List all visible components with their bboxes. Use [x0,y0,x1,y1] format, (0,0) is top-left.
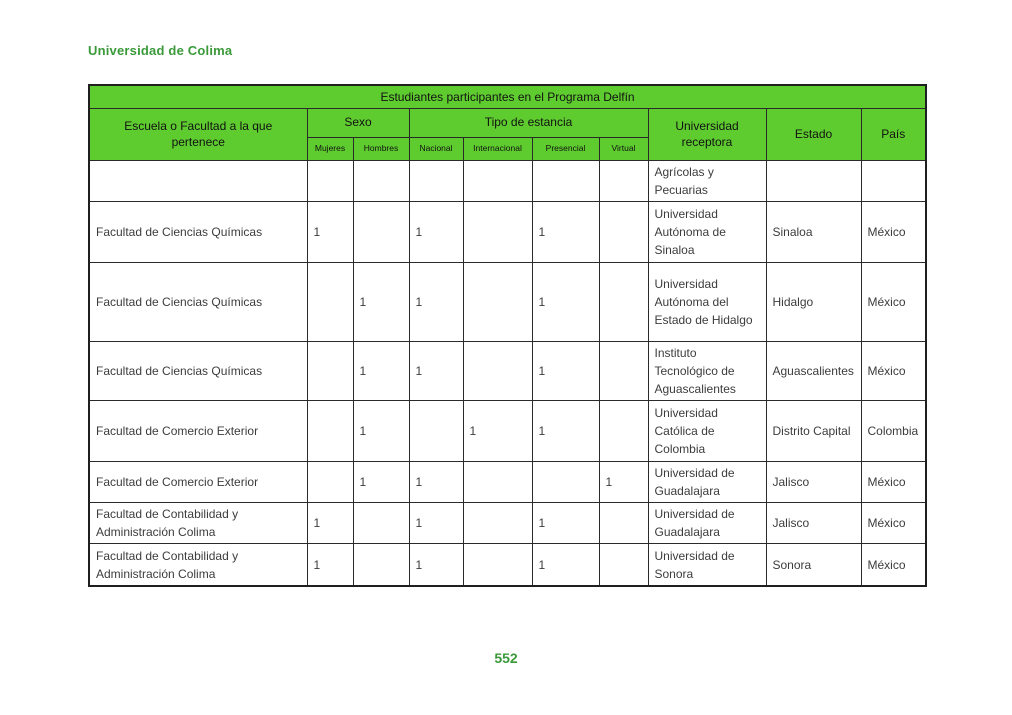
cell-universidad: Universidad de Guadalajara [648,503,766,544]
cell-mujeres [307,161,353,202]
col-header-pais: País [861,109,926,161]
col-header-universidad-receptora: Universidad receptora [648,109,766,161]
cell-hombres: 1 [353,462,409,503]
cell-virtual [599,503,648,544]
cell-virtual: 1 [599,462,648,503]
cell-virtual [599,342,648,401]
cell-virtual [599,161,648,202]
cell-presencial: 1 [532,401,599,462]
cell-nacional: 1 [409,263,463,342]
cell-hombres [353,544,409,587]
col-header-internacional: Internacional [463,138,532,161]
col-header-hombres: Hombres [353,138,409,161]
cell-hombres: 1 [353,263,409,342]
cell-estado: Hidalgo [766,263,861,342]
cell-internacional [463,503,532,544]
cell-virtual [599,202,648,263]
cell-pais: México [861,263,926,342]
cell-hombres [353,202,409,263]
table-title: Estudiantes participantes en el Programa Delfín [89,85,926,109]
cell-presencial: 1 [532,263,599,342]
cell-nacional: 1 [409,202,463,263]
cell-pais: México [861,342,926,401]
table-row [89,503,926,544]
cell-escuela: Facultad de Ciencias Químicas [89,202,307,263]
header-row-groups [89,109,926,138]
cell-mujeres [307,342,353,401]
cell-internacional [463,161,532,202]
col-header-estado: Estado [766,109,861,161]
cell-escuela: Facultad de Contabilidad y Administración Colima [89,503,307,544]
col-header-tipo-estancia: Tipo de estancia [409,109,648,138]
cell-estado: Aguascalientes [766,342,861,401]
cell-estado: Distrito Capital [766,401,861,462]
cell-estado: Sinaloa [766,202,861,263]
cell-presencial [532,161,599,202]
cell-mujeres: 1 [307,202,353,263]
cell-internacional [463,544,532,587]
cell-mujeres: 1 [307,503,353,544]
cell-escuela: Facultad de Ciencias Químicas [89,342,307,401]
page-number: 552 [494,650,518,666]
table-body [89,161,926,587]
col-header-sexo: Sexo [307,109,409,138]
cell-presencial: 1 [532,544,599,587]
table-row [89,161,926,202]
col-header-nacional: Nacional [409,138,463,161]
cell-escuela: Facultad de Contabilidad y Administración Colima [89,544,307,587]
cell-nacional [409,161,463,202]
cell-escuela: Facultad de Comercio Exterior [89,462,307,503]
table-row [89,401,926,462]
cell-mujeres [307,263,353,342]
cell-universidad: Universidad Autónoma del Estado de Hidalgo [648,263,766,342]
cell-nacional: 1 [409,462,463,503]
cell-presencial [532,462,599,503]
cell-estado: Jalisco [766,503,861,544]
cell-presencial: 1 [532,202,599,263]
cell-presencial: 1 [532,342,599,401]
cell-internacional [463,263,532,342]
col-header-virtual: Virtual [599,138,648,161]
cell-pais: México [861,462,926,503]
cell-internacional: 1 [463,401,532,462]
cell-pais: México [861,544,926,587]
cell-pais: Colombia [861,401,926,462]
cell-internacional [463,462,532,503]
cell-escuela: Facultad de Comercio Exterior [89,401,307,462]
cell-hombres [353,161,409,202]
cell-hombres: 1 [353,401,409,462]
cell-nacional: 1 [409,503,463,544]
delfin-participants-table [88,84,927,587]
cell-estado: Sonora [766,544,861,587]
cell-presencial: 1 [532,503,599,544]
col-header-escuela: Escuela o Facultad a la que pertenece [89,109,307,161]
col-header-mujeres: Mujeres [307,138,353,161]
cell-virtual [599,401,648,462]
cell-estado: Jalisco [766,462,861,503]
cell-internacional [463,342,532,401]
cell-pais: México [861,503,926,544]
table-row [89,462,926,503]
cell-estado [766,161,861,202]
cell-mujeres [307,462,353,503]
cell-mujeres [307,401,353,462]
cell-universidad: Universidad Autónoma de Sinaloa [648,202,766,263]
table-row [89,544,926,587]
cell-universidad: Agrícolas y Pecuarias [648,161,766,202]
cell-hombres: 1 [353,342,409,401]
cell-universidad: Universidad Católica de Colombia [648,401,766,462]
cell-internacional [463,202,532,263]
cell-nacional: 1 [409,544,463,587]
cell-escuela: Facultad de Ciencias Químicas [89,263,307,342]
cell-universidad: Universidad de Guadalajara [648,462,766,503]
document-header-text: Universidad de Colima [88,43,233,58]
cell-escuela [89,161,307,202]
cell-virtual [599,263,648,342]
cell-mujeres: 1 [307,544,353,587]
cell-universidad: Instituto Tecnológico de Aguascalientes [648,342,766,401]
cell-nacional [409,401,463,462]
cell-hombres [353,503,409,544]
cell-virtual [599,544,648,587]
col-header-presencial: Presencial [532,138,599,161]
cell-pais [861,161,926,202]
cell-pais: México [861,202,926,263]
table-row [89,202,926,263]
table-row [89,263,926,342]
table-row [89,342,926,401]
table-header [89,85,926,161]
table-title-row [89,85,926,109]
cell-nacional: 1 [409,342,463,401]
cell-universidad: Universidad de Sonora [648,544,766,587]
